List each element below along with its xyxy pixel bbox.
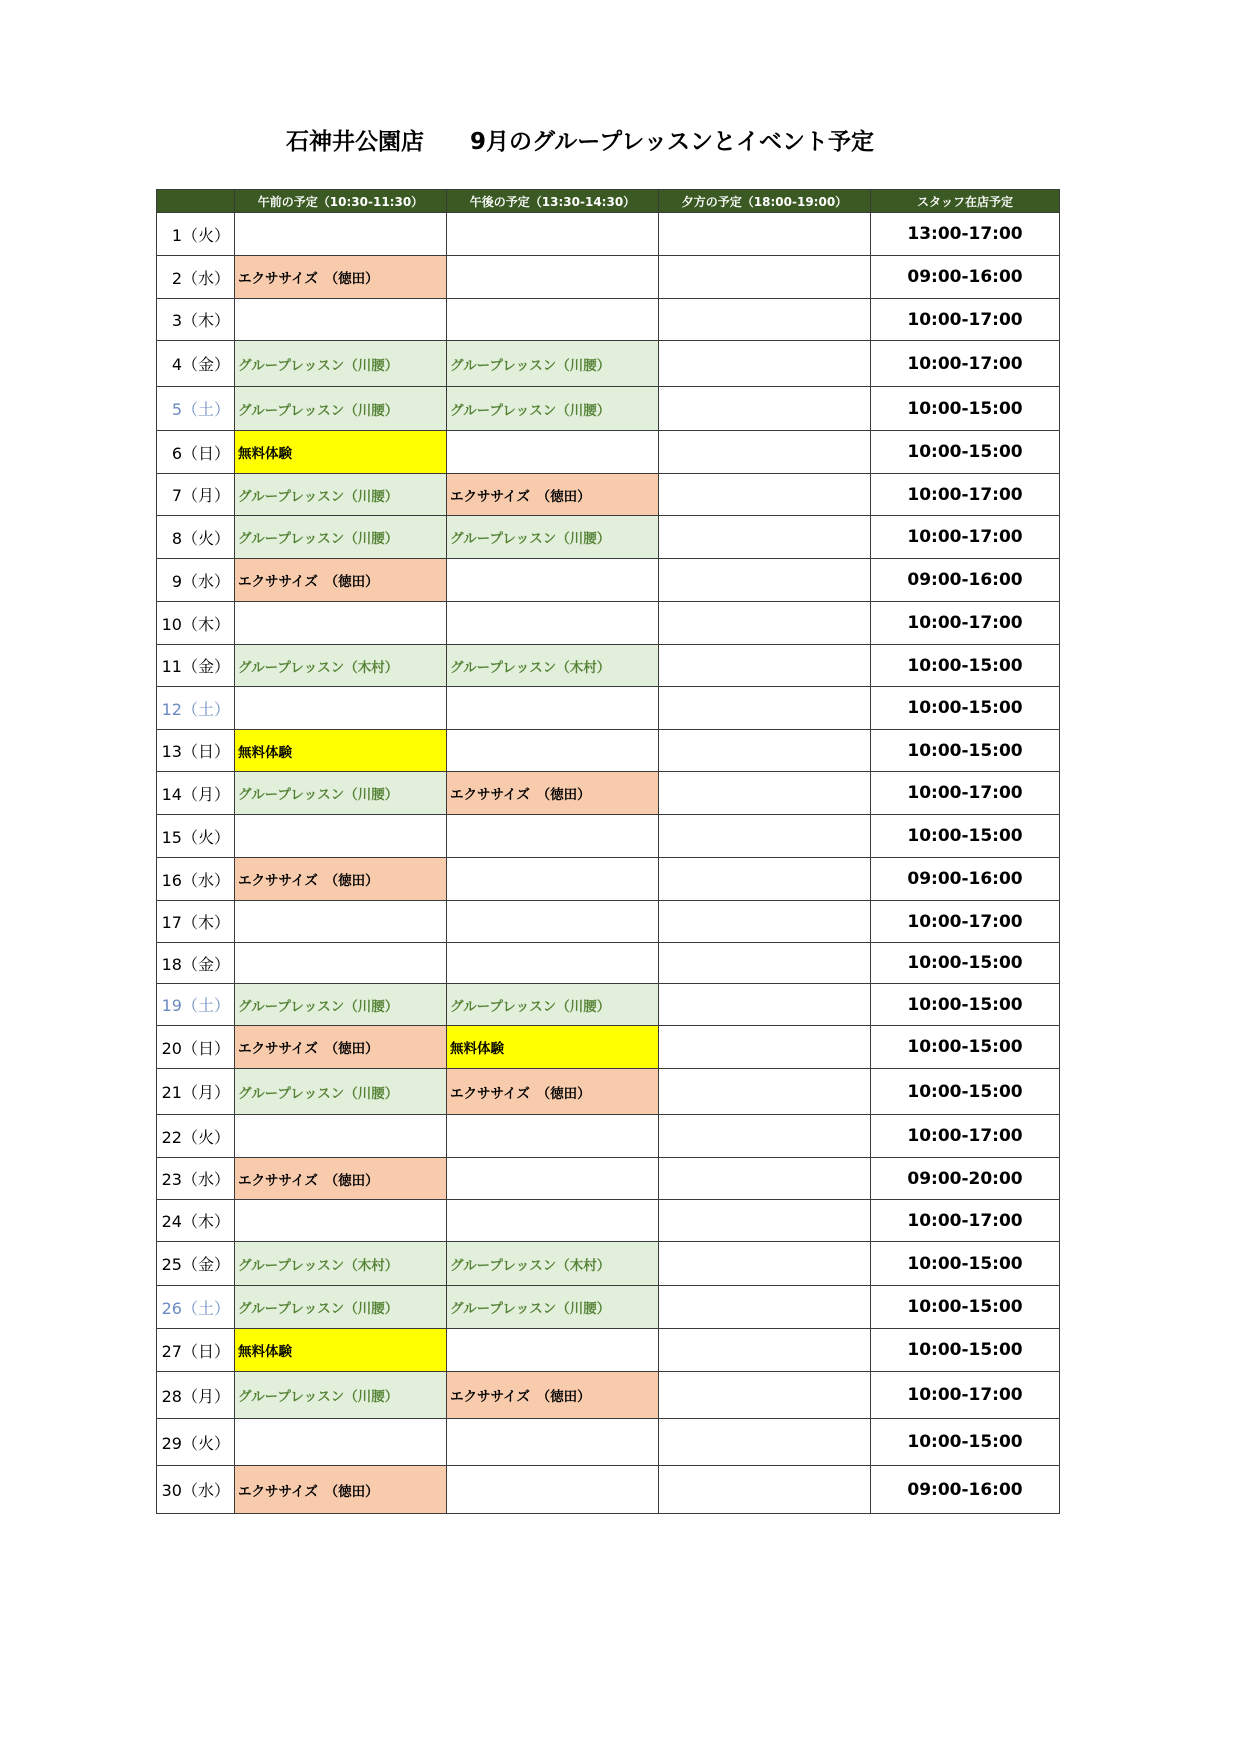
afternoon-slot-cell: グループレッスン（川腰）: [447, 516, 659, 559]
morning-slot-cell: グループレッスン（川腰）: [235, 772, 447, 815]
morning-slot-cell: エクササイズ （徳田）: [235, 1158, 447, 1200]
staff-hours-cell: 10:00-15:00: [871, 1286, 1060, 1329]
date-cell: 5（土）: [157, 387, 235, 431]
afternoon-slot-cell: [447, 1419, 659, 1466]
afternoon-slot-cell: [447, 1200, 659, 1242]
table-row: [157, 984, 1060, 1026]
afternoon-slot-cell: グループレッスン（川腰）: [447, 1286, 659, 1329]
date-cell: 1（火）: [157, 213, 235, 256]
morning-slot-cell: [235, 687, 447, 730]
staff-hours-cell: 10:00-15:00: [871, 815, 1060, 858]
table-row: [157, 1115, 1060, 1158]
table-row: [157, 943, 1060, 984]
evening-slot-cell: [659, 602, 871, 645]
table-row: [157, 213, 1060, 256]
staff-hours-cell: 10:00-15:00: [871, 984, 1060, 1026]
schedule-table: [156, 189, 1060, 1514]
date-cell: 16（水）: [157, 858, 235, 901]
table-row: [157, 341, 1060, 387]
evening-slot-cell: [659, 299, 871, 341]
evening-slot-cell: [659, 1329, 871, 1372]
staff-hours-cell: 13:00-17:00: [871, 213, 1060, 256]
evening-slot-cell: [659, 559, 871, 602]
date-cell: 24（木）: [157, 1200, 235, 1242]
header-date: [157, 190, 235, 213]
table-row: [157, 772, 1060, 815]
afternoon-slot-cell: [447, 299, 659, 341]
staff-hours-cell: 10:00-17:00: [871, 1372, 1060, 1419]
table-row: [157, 474, 1060, 516]
evening-slot-cell: [659, 341, 871, 387]
morning-slot-cell: [235, 213, 447, 256]
afternoon-slot-cell: エクササイズ （徳田）: [447, 1069, 659, 1115]
evening-slot-cell: [659, 1069, 871, 1115]
table-row: [157, 1286, 1060, 1329]
date-cell: 14（月）: [157, 772, 235, 815]
staff-hours-cell: 10:00-17:00: [871, 1200, 1060, 1242]
date-cell: 21（月）: [157, 1069, 235, 1115]
table-row: [157, 1158, 1060, 1200]
date-cell: 20（日）: [157, 1026, 235, 1069]
staff-hours-cell: 10:00-15:00: [871, 1242, 1060, 1286]
table-row: [157, 1466, 1060, 1514]
morning-slot-cell: [235, 602, 447, 645]
table-row: [157, 387, 1060, 431]
header-morning: 午前の予定（10:30-11:30）: [235, 190, 447, 213]
table-row: [157, 901, 1060, 943]
header-evening: 夕方の予定（18:00-19:00）: [659, 190, 871, 213]
table-row: [157, 858, 1060, 901]
morning-slot-cell: エクササイズ （徳田）: [235, 1026, 447, 1069]
evening-slot-cell: [659, 256, 871, 299]
staff-hours-cell: 10:00-15:00: [871, 645, 1060, 687]
table-row: [157, 559, 1060, 602]
date-cell: 2（水）: [157, 256, 235, 299]
morning-slot-cell: グループレッスン（川腰）: [235, 341, 447, 387]
table-row: [157, 1026, 1060, 1069]
afternoon-slot-cell: グループレッスン（川腰）: [447, 341, 659, 387]
evening-slot-cell: [659, 1286, 871, 1329]
afternoon-slot-cell: [447, 730, 659, 772]
header-afternoon: 午後の予定（13:30-14:30）: [447, 190, 659, 213]
morning-slot-cell: グループレッスン（川腰）: [235, 1069, 447, 1115]
evening-slot-cell: [659, 730, 871, 772]
afternoon-slot-cell: エクササイズ （徳田）: [447, 474, 659, 516]
staff-hours-cell: 10:00-17:00: [871, 901, 1060, 943]
date-cell: 10（木）: [157, 602, 235, 645]
table-row: [157, 602, 1060, 645]
header-row: [157, 190, 1060, 213]
table-row: [157, 1329, 1060, 1372]
evening-slot-cell: [659, 1200, 871, 1242]
date-cell: 23（水）: [157, 1158, 235, 1200]
table-row: [157, 1069, 1060, 1115]
morning-slot-cell: [235, 943, 447, 984]
staff-hours-cell: 10:00-17:00: [871, 341, 1060, 387]
morning-slot-cell: エクササイズ （徳田）: [235, 559, 447, 602]
date-cell: 28（月）: [157, 1372, 235, 1419]
table-row: [157, 1242, 1060, 1286]
evening-slot-cell: [659, 431, 871, 474]
evening-slot-cell: [659, 984, 871, 1026]
evening-slot-cell: [659, 213, 871, 256]
date-cell: 12（土）: [157, 687, 235, 730]
date-cell: 9（水）: [157, 559, 235, 602]
staff-hours-cell: 10:00-17:00: [871, 602, 1060, 645]
morning-slot-cell: エクササイズ （徳田）: [235, 858, 447, 901]
staff-hours-cell: 10:00-17:00: [871, 1115, 1060, 1158]
afternoon-slot-cell: 無料体験: [447, 1026, 659, 1069]
morning-slot-cell: 無料体験: [235, 431, 447, 474]
evening-slot-cell: [659, 858, 871, 901]
staff-hours-cell: 09:00-16:00: [871, 256, 1060, 299]
table-row: [157, 431, 1060, 474]
evening-slot-cell: [659, 1158, 871, 1200]
staff-hours-cell: 09:00-16:00: [871, 1466, 1060, 1514]
afternoon-slot-cell: [447, 559, 659, 602]
afternoon-slot-cell: [447, 213, 659, 256]
staff-hours-cell: 10:00-15:00: [871, 943, 1060, 984]
evening-slot-cell: [659, 516, 871, 559]
evening-slot-cell: [659, 387, 871, 431]
morning-slot-cell: エクササイズ （徳田）: [235, 1466, 447, 1514]
staff-hours-cell: 09:00-20:00: [871, 1158, 1060, 1200]
date-cell: 18（金）: [157, 943, 235, 984]
table-row: [157, 645, 1060, 687]
morning-slot-cell: グループレッスン（川腰）: [235, 474, 447, 516]
table-row: [157, 687, 1060, 730]
afternoon-slot-cell: エクササイズ （徳田）: [447, 772, 659, 815]
staff-hours-cell: 09:00-16:00: [871, 858, 1060, 901]
morning-slot-cell: 無料体験: [235, 730, 447, 772]
date-cell: 11（金）: [157, 645, 235, 687]
morning-slot-cell: [235, 1419, 447, 1466]
afternoon-slot-cell: [447, 943, 659, 984]
afternoon-slot-cell: [447, 1158, 659, 1200]
evening-slot-cell: [659, 815, 871, 858]
table-row: [157, 299, 1060, 341]
staff-hours-cell: 10:00-17:00: [871, 772, 1060, 815]
morning-slot-cell: [235, 815, 447, 858]
date-cell: 3（木）: [157, 299, 235, 341]
table-row: [157, 1419, 1060, 1466]
staff-hours-cell: 10:00-17:00: [871, 474, 1060, 516]
morning-slot-cell: グループレッスン（川腰）: [235, 984, 447, 1026]
date-cell: 17（木）: [157, 901, 235, 943]
staff-hours-cell: 10:00-15:00: [871, 1069, 1060, 1115]
afternoon-slot-cell: [447, 687, 659, 730]
afternoon-slot-cell: [447, 901, 659, 943]
evening-slot-cell: [659, 1026, 871, 1069]
evening-slot-cell: [659, 474, 871, 516]
staff-hours-cell: 10:00-15:00: [871, 387, 1060, 431]
staff-hours-cell: 10:00-15:00: [871, 1026, 1060, 1069]
date-cell: 19（土）: [157, 984, 235, 1026]
evening-slot-cell: [659, 943, 871, 984]
morning-slot-cell: グループレッスン（川腰）: [235, 1286, 447, 1329]
afternoon-slot-cell: グループレッスン（川腰）: [447, 387, 659, 431]
morning-slot-cell: グループレッスン（川腰）: [235, 387, 447, 431]
afternoon-slot-cell: エクササイズ （徳田）: [447, 1372, 659, 1419]
table-row: [157, 730, 1060, 772]
table-row: [157, 1372, 1060, 1419]
staff-hours-cell: 10:00-15:00: [871, 687, 1060, 730]
morning-slot-cell: エクササイズ （徳田）: [235, 256, 447, 299]
evening-slot-cell: [659, 687, 871, 730]
evening-slot-cell: [659, 1372, 871, 1419]
afternoon-slot-cell: グループレッスン（木村）: [447, 1242, 659, 1286]
afternoon-slot-cell: [447, 1466, 659, 1514]
date-cell: 13（日）: [157, 730, 235, 772]
evening-slot-cell: [659, 1242, 871, 1286]
evening-slot-cell: [659, 1115, 871, 1158]
morning-slot-cell: [235, 299, 447, 341]
page-title: 石神井公園店 9月のグループレッスンとイベント予定: [285, 129, 874, 155]
table-row: [157, 1200, 1060, 1242]
table-row: [157, 815, 1060, 858]
date-cell: 25（金）: [157, 1242, 235, 1286]
morning-slot-cell: グループレッスン（川腰）: [235, 516, 447, 559]
staff-hours-cell: 10:00-15:00: [871, 1419, 1060, 1466]
evening-slot-cell: [659, 1419, 871, 1466]
staff-hours-cell: 10:00-15:00: [871, 431, 1060, 474]
staff-hours-cell: 10:00-17:00: [871, 299, 1060, 341]
date-cell: 26（土）: [157, 1286, 235, 1329]
morning-slot-cell: グループレッスン（木村）: [235, 1242, 447, 1286]
afternoon-slot-cell: [447, 431, 659, 474]
staff-hours-cell: 09:00-16:00: [871, 559, 1060, 602]
evening-slot-cell: [659, 901, 871, 943]
table-row: [157, 256, 1060, 299]
afternoon-slot-cell: [447, 1115, 659, 1158]
date-cell: 7（月）: [157, 474, 235, 516]
afternoon-slot-cell: [447, 815, 659, 858]
table-row: [157, 516, 1060, 559]
afternoon-slot-cell: グループレッスン（木村）: [447, 645, 659, 687]
date-cell: 4（金）: [157, 341, 235, 387]
staff-hours-cell: 10:00-17:00: [871, 516, 1060, 559]
evening-slot-cell: [659, 1466, 871, 1514]
evening-slot-cell: [659, 645, 871, 687]
morning-slot-cell: [235, 901, 447, 943]
morning-slot-cell: [235, 1115, 447, 1158]
staff-hours-cell: 10:00-15:00: [871, 730, 1060, 772]
staff-hours-cell: 10:00-15:00: [871, 1329, 1060, 1372]
morning-slot-cell: グループレッスン（川腰）: [235, 1372, 447, 1419]
afternoon-slot-cell: グループレッスン（川腰）: [447, 984, 659, 1026]
date-cell: 6（日）: [157, 431, 235, 474]
schedule-body: [157, 213, 1060, 1514]
date-cell: 29（火）: [157, 1419, 235, 1466]
date-cell: 8（火）: [157, 516, 235, 559]
morning-slot-cell: 無料体験: [235, 1329, 447, 1372]
date-cell: 27（日）: [157, 1329, 235, 1372]
afternoon-slot-cell: [447, 256, 659, 299]
header-staff: スタッフ在店予定: [871, 190, 1060, 213]
afternoon-slot-cell: [447, 602, 659, 645]
date-cell: 15（火）: [157, 815, 235, 858]
afternoon-slot-cell: [447, 858, 659, 901]
date-cell: 30（水）: [157, 1466, 235, 1514]
afternoon-slot-cell: [447, 1329, 659, 1372]
evening-slot-cell: [659, 772, 871, 815]
morning-slot-cell: [235, 1200, 447, 1242]
date-cell: 22（火）: [157, 1115, 235, 1158]
morning-slot-cell: グループレッスン（木村）: [235, 645, 447, 687]
